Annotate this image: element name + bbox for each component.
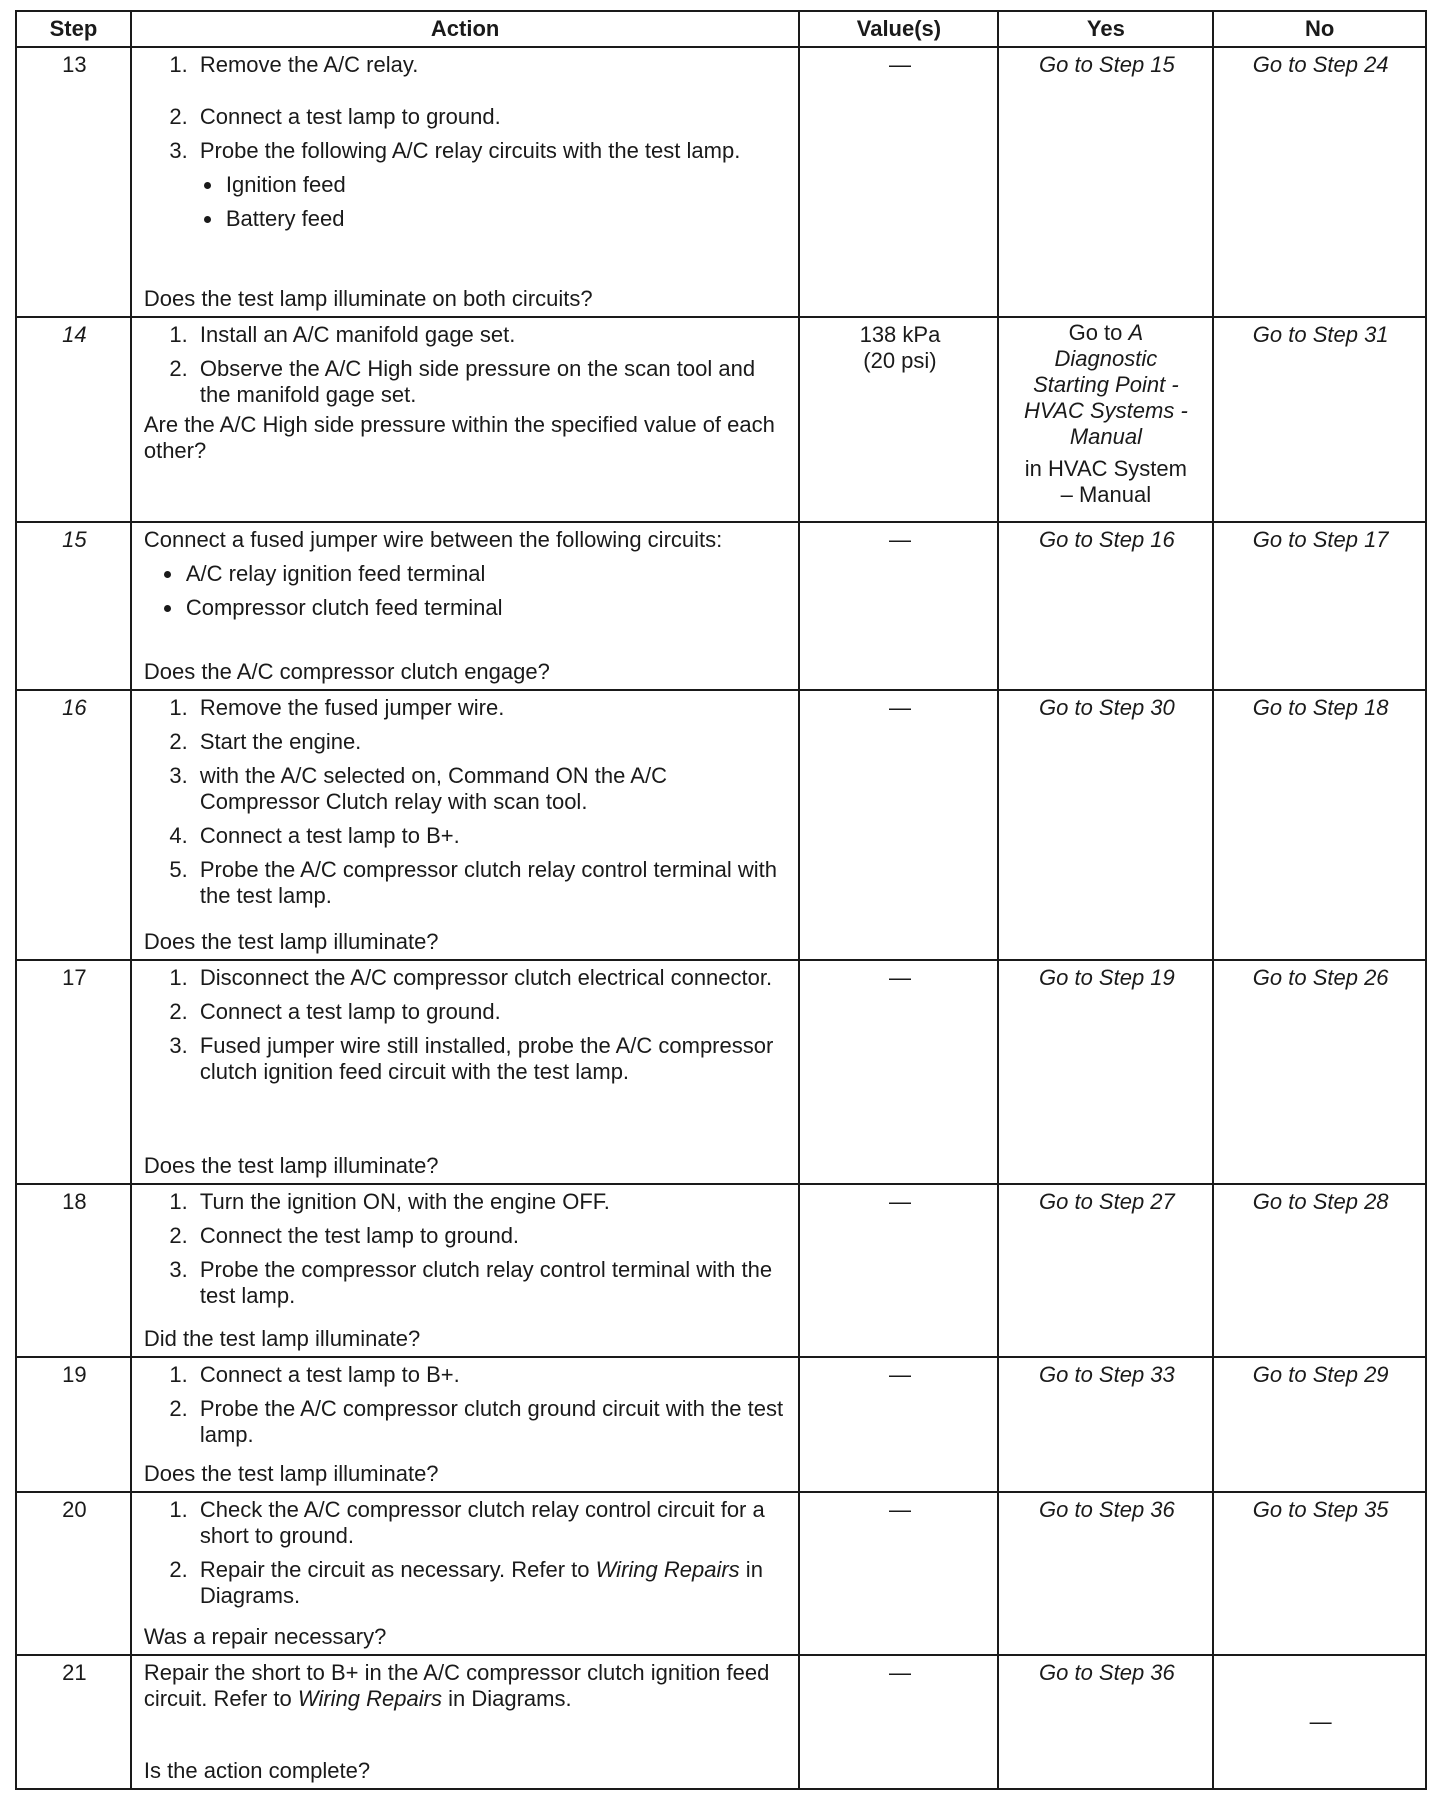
yes-link-text: HVAC Systems -	[1023, 398, 1188, 423]
list-item: 2. Start the engine.	[194, 729, 789, 755]
list-item: 1. Install an A/C manifold gage set.	[194, 322, 789, 348]
step-number: 20	[16, 1492, 131, 1655]
no-link[interactable]: Go to Step 31	[1213, 317, 1426, 522]
step-number: 21	[16, 1655, 131, 1789]
yes-link[interactable]: Go to Step 16	[998, 522, 1213, 690]
action-cell	[131, 690, 800, 960]
list-item: 3. Fused jumper wire still installed, probe the A/C compressor clutch ignition feed circuit with the test lamp.	[194, 1033, 789, 1085]
intro-text: Connect a fused jumper wire between the following circuits:	[143, 527, 723, 552]
wiring-repairs-link[interactable]: Wiring Repairs	[297, 1686, 442, 1711]
bullet-list	[144, 561, 789, 629]
action-list	[144, 965, 789, 1093]
no-link[interactable]: Go to Step 17	[1213, 522, 1426, 690]
value-cell: —	[799, 1184, 998, 1357]
value-cell: —	[799, 690, 998, 960]
list-item: 2. Connect the test lamp to ground.	[194, 1223, 789, 1249]
action-cell	[131, 1184, 800, 1357]
step-number: 17	[16, 960, 131, 1184]
yes-cell	[998, 317, 1213, 522]
value-cell: —	[799, 1492, 998, 1655]
list-item: 2. Connect a test lamp to ground.	[194, 104, 789, 130]
yes-link[interactable]: Go to Step 15	[998, 47, 1213, 317]
action-list	[144, 1362, 789, 1456]
action-list	[144, 322, 789, 408]
header-action: Action	[131, 11, 800, 47]
yes-link[interactable]: Go to Step 36	[998, 1655, 1213, 1789]
yes-link[interactable]: Go to Step 19	[998, 960, 1213, 1184]
value-cell: —	[799, 1655, 998, 1789]
step-number: 16	[16, 690, 131, 960]
table-row	[16, 1655, 1426, 1789]
action-cell	[131, 1357, 800, 1492]
yes-suffix: – Manual	[1060, 482, 1152, 507]
action-cell	[131, 1655, 800, 1789]
value-cell: —	[799, 47, 998, 317]
bullet-item: • Compressor clutch feed terminal	[184, 595, 789, 621]
question: Does the test lamp illuminate on both circuits?	[143, 286, 593, 311]
step-number: 19	[16, 1357, 131, 1492]
no-value: —	[1213, 1655, 1426, 1789]
no-link[interactable]: Go to Step 24	[1213, 47, 1426, 317]
action-list	[144, 695, 789, 917]
yes-link-text: Diagnostic	[1054, 346, 1158, 371]
list-item: 2. Connect a test lamp to ground.	[194, 999, 789, 1025]
yes-link[interactable]: Go to Step 30	[998, 690, 1213, 960]
list-item: 1. Disconnect the A/C compressor clutch electrical connector.	[194, 965, 789, 991]
question: Does the test lamp illuminate?	[143, 1461, 439, 1486]
yes-link[interactable]	[1003, 320, 1208, 508]
list-item: 2. Probe the A/C compressor clutch ground circuit with the test lamp.	[194, 1396, 789, 1448]
table-row	[16, 1184, 1426, 1357]
action-list	[144, 52, 789, 240]
bullet-item: • Battery feed	[224, 206, 789, 232]
table-row	[16, 317, 1426, 522]
yes-link[interactable]: Go to Step 27	[998, 1184, 1213, 1357]
action-cell	[131, 1492, 800, 1655]
action-cell	[131, 522, 800, 690]
no-link[interactable]: Go to Step 18	[1213, 690, 1426, 960]
action-list	[144, 1497, 789, 1617]
action-cell	[131, 317, 800, 522]
list-item: 1. Connect a test lamp to B+.	[194, 1362, 789, 1388]
list-item-text: in Diagrams.	[199, 1557, 763, 1608]
action-cell	[131, 960, 800, 1184]
table-row	[16, 960, 1426, 1184]
yes-link[interactable]: Go to Step 36	[998, 1492, 1213, 1655]
question: Does the A/C compressor clutch engage?	[143, 659, 550, 684]
action-cell	[131, 47, 800, 317]
list-item-text: Repair the circuit as necessary. Refer to	[199, 1557, 596, 1582]
header-values: Value(s)	[799, 11, 998, 47]
table-row	[16, 47, 1426, 317]
step-number: 18	[16, 1184, 131, 1357]
bullet-item: • A/C relay ignition feed terminal	[184, 561, 789, 587]
bullet-item: • Ignition feed	[224, 172, 789, 198]
yes-link-text: Starting Point -	[1033, 372, 1179, 397]
step-number: 13	[16, 47, 131, 317]
table-row	[16, 690, 1426, 960]
list-item: 1. Remove the A/C relay.	[194, 52, 789, 78]
value-cell: —	[799, 960, 998, 1184]
list-item: 1. Remove the fused jumper wire.	[194, 695, 789, 721]
diagnostic-table	[15, 10, 1427, 1790]
no-link[interactable]: Go to Step 29	[1213, 1357, 1426, 1492]
list-item	[194, 138, 789, 232]
action-list	[144, 1189, 789, 1317]
value-line: (20 psi)	[863, 348, 937, 373]
value-cell: —	[799, 522, 998, 690]
value-cell	[799, 317, 998, 522]
yes-suffix: in HVAC System	[1024, 456, 1187, 481]
table-row	[16, 522, 1426, 690]
value-cell: —	[799, 1357, 998, 1492]
list-item: 4. Connect a test lamp to B+.	[194, 823, 789, 849]
question: Does the test lamp illuminate?	[143, 929, 439, 954]
header-no: No	[1213, 11, 1426, 47]
yes-link-text: Manual	[1069, 424, 1142, 449]
question: Was a repair necessary?	[143, 1624, 387, 1649]
list-item	[194, 1557, 789, 1609]
list-item: 3. Probe the compressor clutch relay control terminal with the test lamp.	[194, 1257, 789, 1309]
step-number: 14	[16, 317, 131, 522]
no-link[interactable]: Go to Step 26	[1213, 960, 1426, 1184]
list-item: 3. with the A/C selected on, Command ON the A/C Compressor Clutch relay with scan tool.	[194, 763, 789, 815]
question: Did the test lamp illuminate?	[143, 1326, 421, 1351]
value-line: 138 kPa	[859, 322, 941, 347]
table-row	[16, 1492, 1426, 1655]
header-yes: Yes	[998, 11, 1213, 47]
table-row	[16, 1357, 1426, 1492]
question: Are the A/C High side pressure within the specified value of each other?	[143, 412, 775, 463]
step-number: 15	[16, 522, 131, 690]
header-row	[16, 11, 1426, 47]
no-link[interactable]: Go to Step 28	[1213, 1184, 1426, 1357]
list-item-text: Probe the following A/C relay circuits with the test lamp.	[199, 138, 741, 163]
list-item: 1. Check the A/C compressor clutch relay control circuit for a short to ground.	[194, 1497, 789, 1549]
intro-text-part: in Diagrams.	[441, 1686, 572, 1711]
wiring-repairs-link[interactable]: Wiring Repairs	[595, 1557, 740, 1582]
question: Does the test lamp illuminate?	[143, 1153, 439, 1178]
list-item: 1. Turn the ignition ON, with the engine OFF.	[194, 1189, 789, 1215]
list-item: 2. Observe the A/C High side pressure on the scan tool and the manifold gage set.	[194, 356, 789, 408]
question: Is the action complete?	[143, 1758, 371, 1783]
intro-text	[144, 1660, 789, 1712]
no-link[interactable]: Go to Step 35	[1213, 1492, 1426, 1655]
bullet-list	[200, 172, 789, 232]
yes-prefix: Go to	[1068, 320, 1123, 345]
header-step: Step	[16, 11, 131, 47]
list-item: 5. Probe the A/C compressor clutch relay control terminal with the test lamp.	[194, 857, 789, 909]
intro-text-part: Repair the short to B+ in the A/C compressor clutch ignition feed circuit. Refer to	[143, 1660, 770, 1711]
yes-link-text: A	[1128, 320, 1144, 345]
yes-link[interactable]: Go to Step 33	[998, 1357, 1213, 1492]
spacer	[194, 86, 789, 104]
